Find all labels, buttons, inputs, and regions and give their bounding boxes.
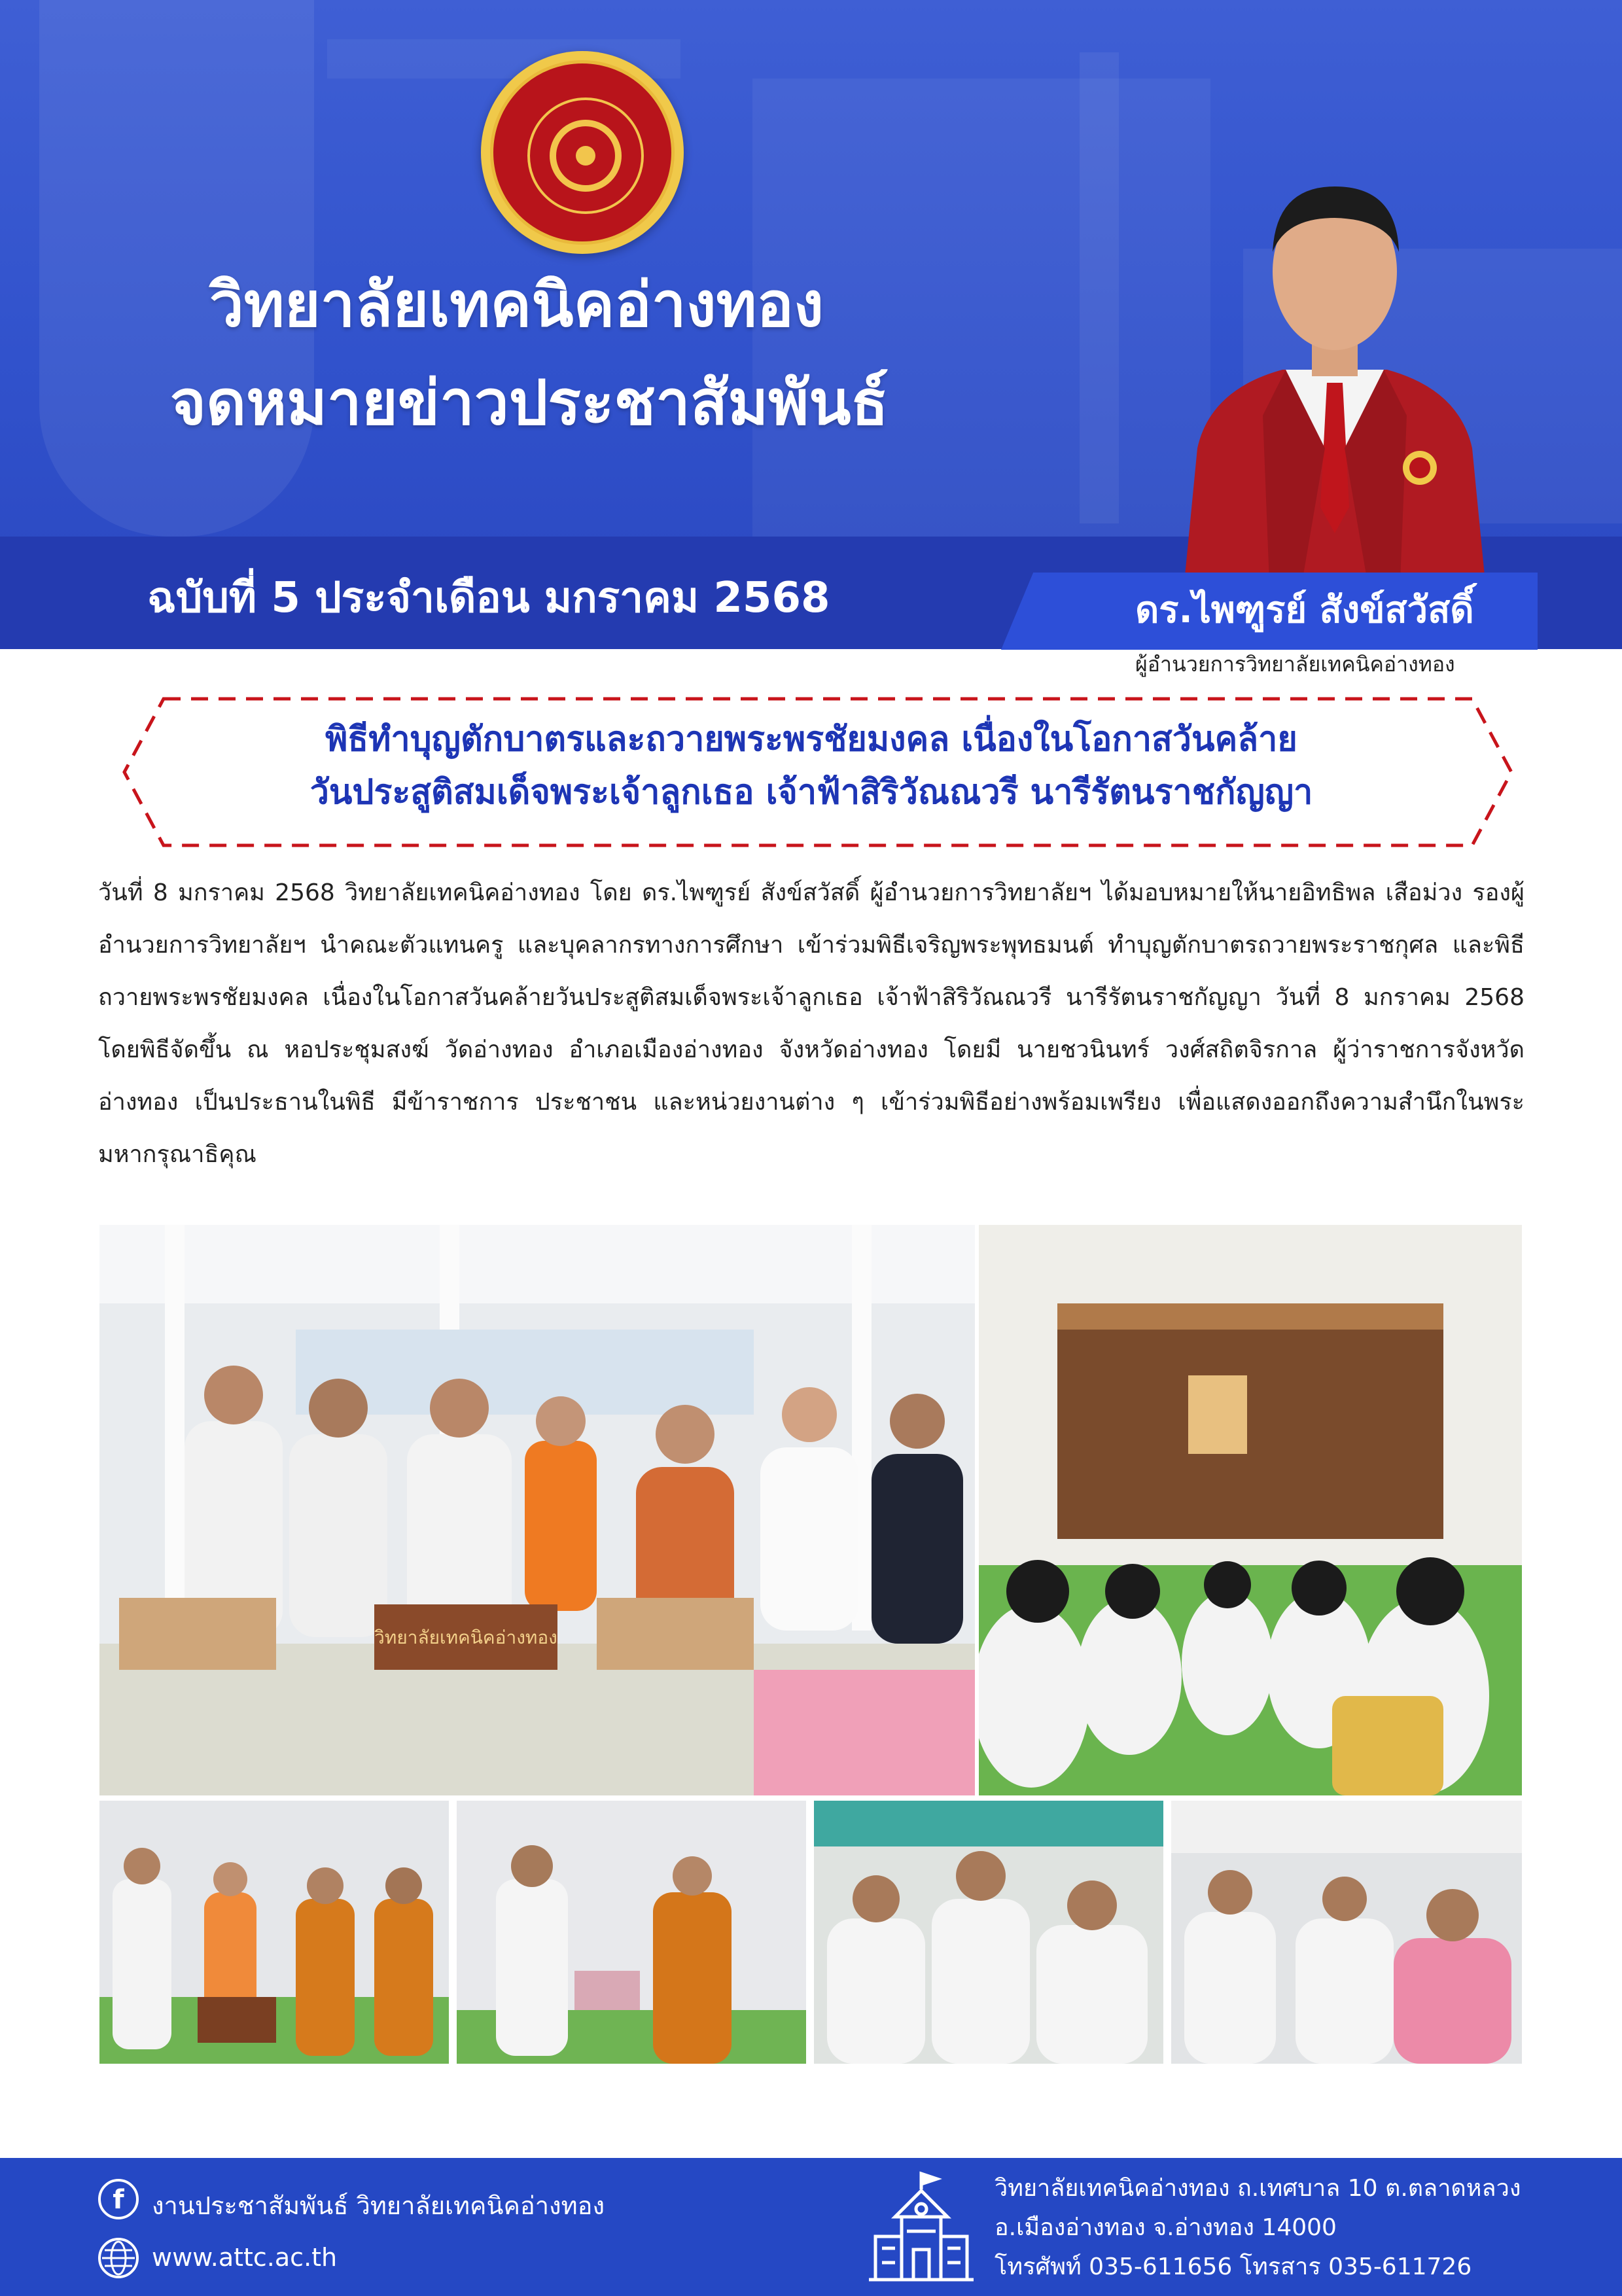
headline-line-1: พิธีทำบุญตักบาตรและถวายพระพรชัยมงคล เนื่องในโอกาสวันคล้าย <box>325 720 1297 759</box>
director-name: ดร.ไพฑูรย์ สังข์สวัสดิ์ <box>1135 589 1474 631</box>
globe-icon <box>98 2238 139 2278</box>
photo-sign-text: วิทยาลัยเทคนิคอ่างทอง <box>374 1627 557 1648</box>
photo-alms-offering-2 <box>457 1801 806 2064</box>
address-line-2: อ.เมืองอ่างทอง จ.อ่างทอง 14000 <box>995 2214 1337 2241</box>
flagpole-silhouette <box>1080 52 1119 523</box>
photo-alms-offering-1 <box>99 1801 449 2064</box>
photo-seated-staff <box>1171 1801 1522 2064</box>
issue-label: ฉบับที่ 5 ประจำเดือน มกราคม 2568 <box>147 574 830 622</box>
facebook-icon[interactable]: f <box>98 2179 139 2219</box>
photo-group-ceremony <box>99 1225 975 1795</box>
statue-silhouette <box>39 0 314 537</box>
website-link[interactable]: www.attc.ac.th <box>152 2243 338 2272</box>
college-name: วิทยาลัยเทคนิคอ่างทอง <box>209 270 824 341</box>
director-position: ผู้อำนวยการวิทยาลัยเทคนิคอ่างทอง <box>1135 652 1455 677</box>
newsletter-title: จดหมายข่าวประชาสัมพันธ์ <box>170 368 889 439</box>
school-building-icon <box>869 2171 974 2284</box>
facebook-link[interactable]: งานประชาสัมพันธ์ วิทยาลัยเทคนิคอ่างทอง <box>152 2191 605 2220</box>
college-logo <box>481 51 684 254</box>
photo-hall-audience <box>979 1225 1522 1795</box>
headline-line-2: วันประสูติสมเด็จพระเจ้าลูกเธอ เจ้าฟ้าสิริวัณณวรี นารีรัตนราชกัญญา <box>309 772 1313 812</box>
article-body: วันที่ 8 มกราคม 2568 วิทยาลัยเทคนิคอ่างทอง โดย ดร.ไพฑูรย์ สังข์สวัสดิ์ ผู้อำนวยการวิทยาลัยฯ ได้มอบหมายให้นายอิทธิพล เสือม่วง รองผู้อำนวยการวิทยาลัยฯ นำคณะตัวแทนครู และบุคลากรทางการศึกษา เข้าร่วมพิธีเจริญพระพุทธมนต์ ทำบุญตักบาตรถวายพระราชกุศล และพิธีถวายพระพรชัยมงคล เนื่องในโอกาสวันคล้ายวันประสูติสมเด็จพระเจ้าลูกเธอ เจ้าฟ้าสิริวัณณวรี นารีรัตนราชกัญญา วันที่ 8 มกราคม 2568 โดยพิธีจัดขึ้น ณ หอประชุมสงฆ์ วัดอ่างทอง อำเภอเมืองอ่างทอง จังหวัดอ่างทอง โดยมี นายชวนินทร์ วงศ์สถิตจิรกาล ผู้ว่าราชการจังหวัดอ่างทอง เป็นประธานในพิธี มีข้าราชการ ประชาชน และหน่วยงานต่าง ๆ เข้าร่วมพิธีอย่างพร้อมเพรียง เพื่อแสดงออกถึงความสำนึกในพระมหากรุณาธิคุณ <box>98 879 1525 1168</box>
director-portrait <box>1171 141 1498 582</box>
photo-seated-guests <box>814 1801 1163 2064</box>
article-headline <box>144 713 1479 819</box>
contact-phone-fax: โทรศัพท์ 035-611656 โทรสาร 035-611726 <box>995 2253 1472 2280</box>
address-line-1: วิทยาลัยเทคนิคอ่างทอง ถ.เทศบาล 10 ต.ตลาดหลวง <box>995 2175 1521 2202</box>
